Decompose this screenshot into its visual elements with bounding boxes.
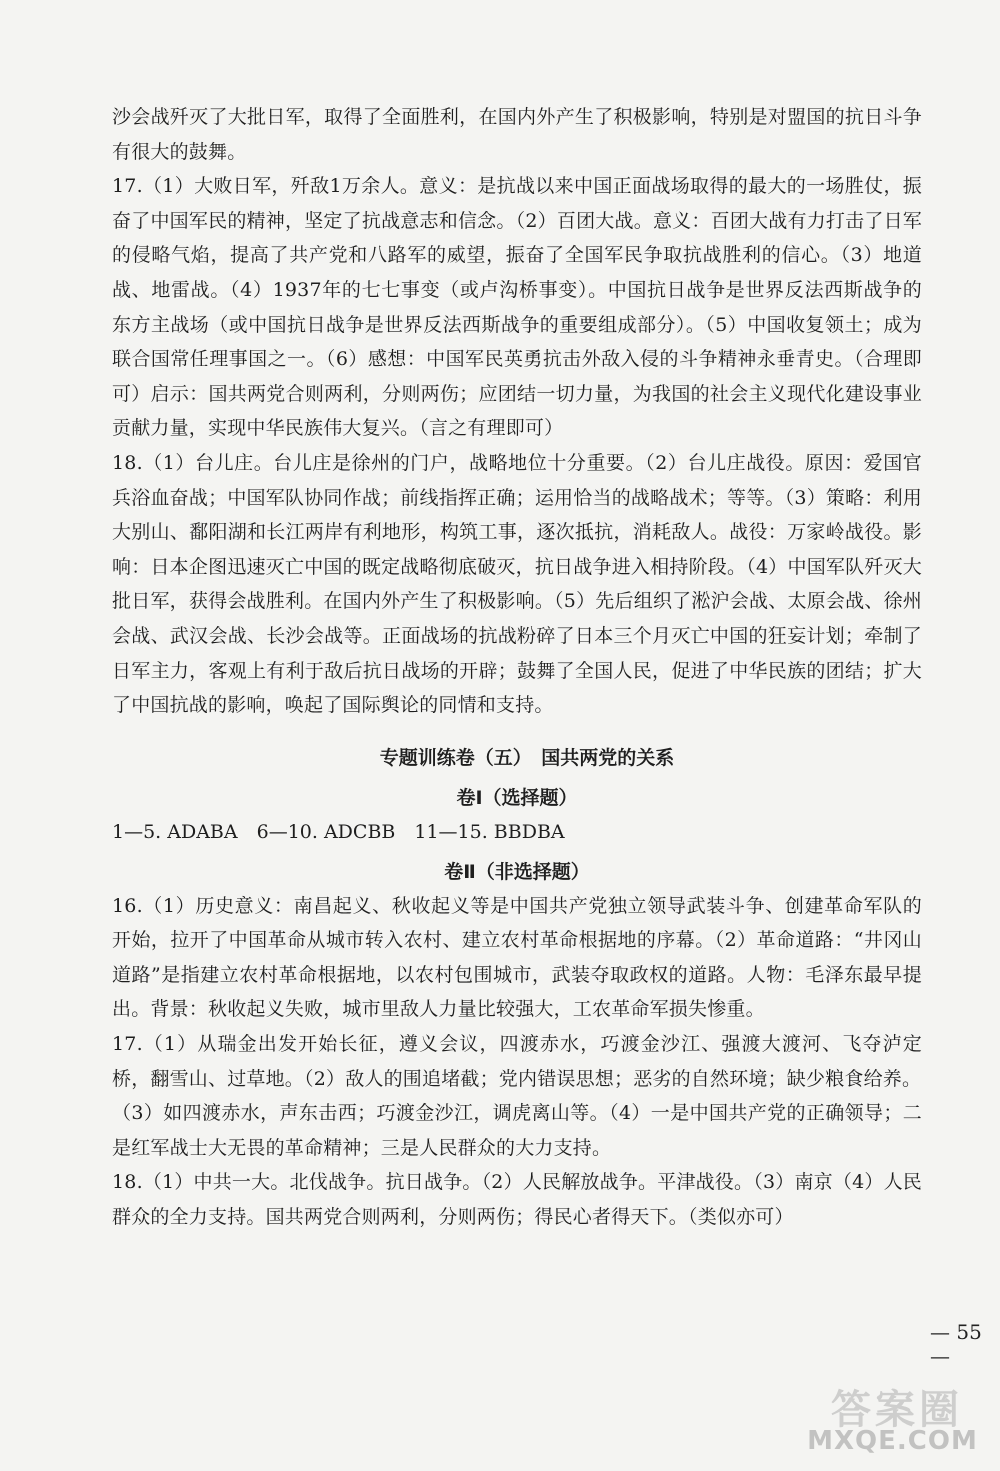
page-number: — 55 —	[930, 1320, 982, 1368]
watermark-logo: 答案圈	[831, 1387, 963, 1433]
paragraph-q17-answer: 17.（1）大败日军，歼敌1万余人。意义：是抗战以来中国正面战场取得的最大的一场胜仗，振奋了中国军民的精神，坚定了抗战意志和信念。（2）百团大战。意义：百团大战有力打击了日军的侵略气焰，提高了共产党和八路军的威望，振奋了全国军民争取抗战胜利的信心。（3）地道战、地雷战。（4）1937年的七七事变（或卢沟桥事变）。中国抗日战争是世界反法西斯战争的东方主战场（或中国抗日战争是世界反法西斯战争的重要组成部分）。（5）中国收复领土；成为联合国常任理事国之一。（6）感想：中国军民英勇抗击外敌入侵的斗争精神永垂青史。（合理即可）启示：国共两党合则两利，分则两伤；应团结一切力量，为我国的社会主义现代化建设事业贡献力量，实现中华民族伟大复兴。（言之有理即可）	[112, 175, 922, 440]
paragraph-q18-answer: 18.（1）台儿庄。台儿庄是徐州的门户，战略地位十分重要。（2）台儿庄战役。原因：爱国官兵浴血奋战；中国军队协同作战；前线指挥正确；运用恰当的战略战术；等等。（3）策略：利用大别山、鄱阳湖和长江两岸有利地形，构筑工事，逐次抵抗，消耗敌人。战役：万家岭战役。影响：日本企图迅速灭亡中国的既定战略彻底破灭，抗日战争进入相持阶段。（4）中国军队歼灭大批日军，获得会战胜利。在国内外产生了积极影响。（5）先后组织了淞沪会战、太原会战、徐州会战、武汉会战、长沙会战等。正面战场的抗战粉碎了日本三个月灭亡中国的狂妄计划；牵制了日军主力，客观上有利于敌后抗日战场的开辟；鼓舞了全国人民，促进了中华民族的团结；扩大了中国抗战的影响，唤起了国际舆论的同情和支持。	[112, 451, 922, 717]
paragraph-q17c-answer: （3）如四渡赤水，声东击西；巧渡金沙江，调虎离山等。（4）一是中国共产党的正确领导；二是红军战士大无畏的革命精神；三是人民群众的大力支持。	[112, 1102, 922, 1159]
paragraph-q18b-answer: 18.（1）中共一大。北伐战争。抗日战争。（2）人民解放战争。平津战役。（3）南京（4）人民群众的全力支持。国共两党合则两利，分则两伤；得民心者得天下。（类似亦可）	[112, 1171, 922, 1229]
multiple-choice-answers: 1—5. ADABA 6—10. ADCBB 11—15. BBDBA	[112, 820, 565, 843]
paragraph-q16-answer: 16.（1）历史意义：南昌起义、秋收起义等是中国共产党独立领导武装斗争、创建革命军队的开始，拉开了中国革命从城市转入农村、建立农村革命根据地的序幕。（2）革命道路：“井冈山道路”是指建立农村革命根据地，以农村包围城市，武装夺取政权的道路。人物：毛泽东最早提出。背景：秋收起义失败，城市里敌人力量比较强大，工农革命军损失惨重。	[112, 894, 922, 1021]
part2-title: 卷Ⅱ（非选择题）	[444, 860, 590, 883]
watermark	[800, 1378, 985, 1458]
watermark-site: MXQE.COM	[807, 1426, 978, 1456]
answer-page	[112, 100, 922, 1235]
paragraph-battle-summary: 沙会战歼灭了大批日军，取得了全面胜利，在国内外产生了积极影响，特别是对盟国的抗日斗争有很大的鼓舞。	[112, 106, 922, 163]
section-title: 专题训练卷（五） 国共两党的关系	[379, 746, 675, 769]
part1-title: 卷Ⅰ（选择题）	[456, 786, 578, 809]
paragraph-q17b-answer: 17.（1）从瑞金出发开始长征，遵义会议，四渡赤水，巧渡金沙江、强渡大渡河、飞夺泸定桥，翻雪山、过草地。（2）敌人的围追堵截；党内错误思想；恶劣的自然环境；缺少粮食给养。	[112, 1033, 922, 1090]
